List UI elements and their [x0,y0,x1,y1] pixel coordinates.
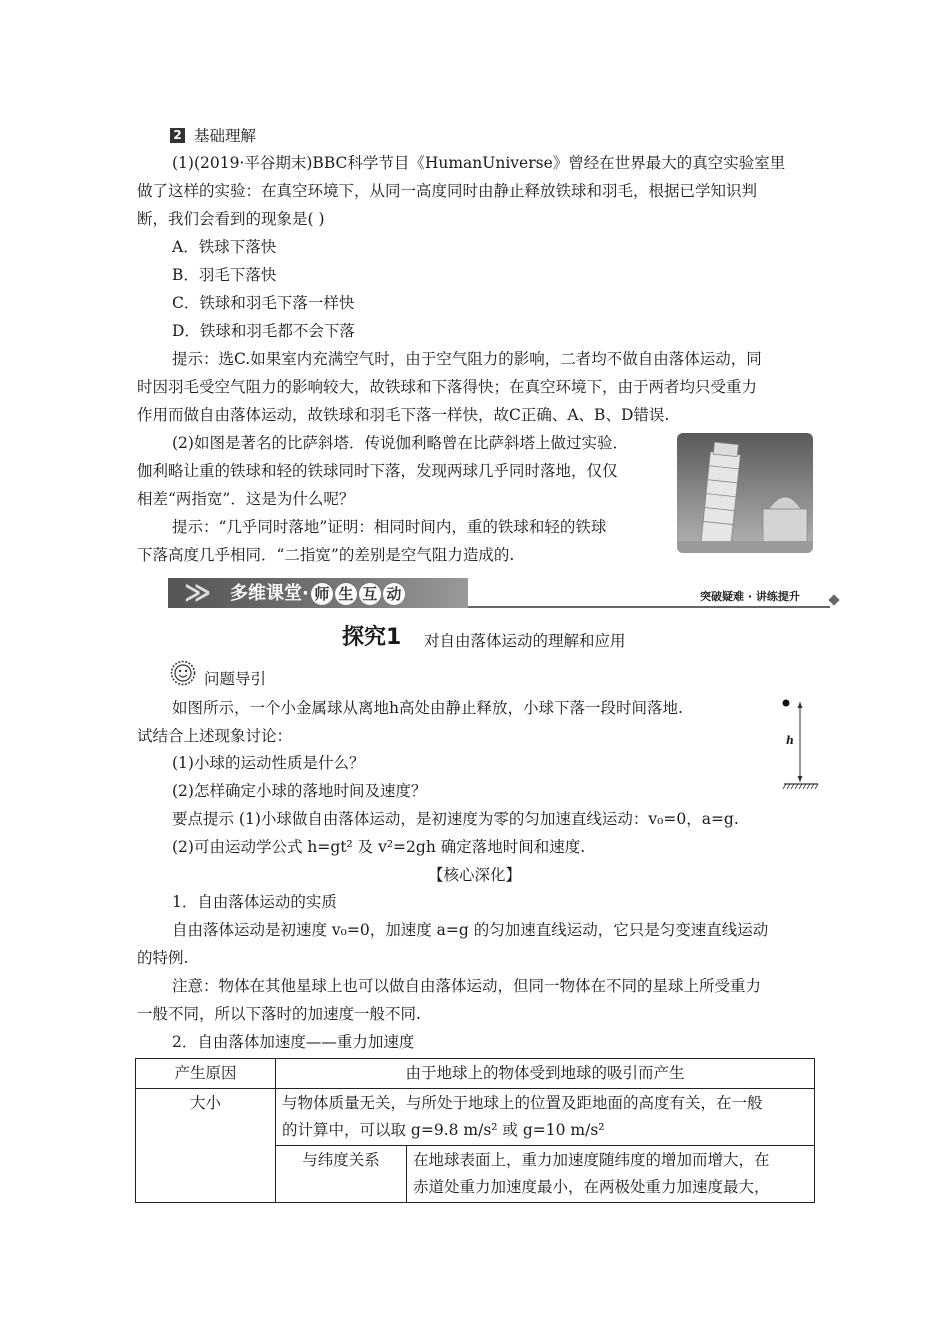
ball-drop-figure [770,698,820,790]
explore-title: 探究1 [342,625,402,650]
banner-circle-char: 互 [359,583,381,605]
table-cell-line: 与物体质量无关，与所处于地球上的位置及距地面的高度有关，在一般 [282,1094,763,1112]
banner-left-text: 多维课堂· [230,583,309,604]
diamond-icon [828,594,839,605]
figure-label-h: h [786,734,794,747]
option-b: B．羽毛下落快 [172,266,277,284]
banner-rule [468,606,830,608]
q1-line-3: 断，我们会看到的现象是( ) [137,210,325,228]
banner-title [230,582,405,606]
note-line-2: 一般不同，所以下落时的加速度一般不同. [137,1005,421,1023]
q1-line-1: (1)(2019·平谷期末)BBC科学节目《HumanUniverse》曾经在世界最大的真空实验室里 [172,154,786,172]
table-cell-label: 产生原因 [136,1059,276,1089]
core-heading: 【核心深化】 [428,866,522,884]
banner-right-text: 突破疑难 · 讲练提升 [700,590,800,603]
section-title: 基础理解 [194,127,257,145]
explore-subtitle: 对自由落体运动的理解和应用 [424,632,626,650]
smiley-sun-icon [170,660,196,686]
intro-line-1: 如图所示，一个小金属球从离地h高处由静止释放，小球下落一段时间落地. [172,699,683,717]
option-a: A．铁球下落快 [172,238,277,256]
banner-circle-char: 师 [311,583,333,605]
item2-title: 2．自由落体加速度——重力加速度 [172,1033,415,1051]
hint1-line-3: 作用而做自由落体运动，故铁球和羽毛下落一样快，故C正确、A、B、D错误. [137,406,670,424]
intro-line-2: 试结合上述现象讨论： [137,727,293,745]
table-cell-value: 由于地球上的物体受到地球的吸引而产生 [276,1059,815,1089]
q1-line-2: 做了这样的实验：在真空环境下，从同一高度同时由静止释放铁球和羽毛，根据已学知识判 [137,182,758,200]
table-row [136,1059,815,1089]
hint1-line-2: 时因羽毛受空气阻力的影响较大，故铁球和下落得快；在真空环境下，由于两者均只受重力 [137,378,758,396]
hint1-line-1: 提示：选C.如果室内充满空气时，由于空气阻力的影响，二者均不做自由落体运动，同 [172,350,762,368]
key-point-2: (2)可由运动学公式 h=gt² 及 v²=2gh 确定落地时间和速度. [172,838,586,856]
table-cell-line: 在地球表面上，重力加速度随纬度的增加而增大，在 [413,1151,770,1169]
table-cell-line: 的计算中，可以取 g=9.8 m/s² 或 g=10 m/s² [282,1121,605,1139]
section-number-icon: 2 [170,128,185,143]
question-1: (1)小球的运动性质是什么？ [172,754,365,772]
item1-title: 1．自由落体运动的实质 [172,893,337,911]
table-cell-sublabel: 与纬度关系 [276,1146,407,1203]
table-cell-label: 大小 [136,1089,276,1203]
hint2-line-1: 提示：“几乎同时落地”证明：相同时间内，重的铁球和轻的铁球 [172,518,607,536]
note-line-1: 注意：物体在其他星球上也可以做自由落体运动，但同一物体在不同的星球上所受重力 [172,977,762,995]
table-cell-value [276,1089,815,1146]
hint2-line-2: 下落高度几乎相同．“二指宽”的差别是空气阻力造成的. [137,546,515,564]
option-c: C．铁球和羽毛下落一样快 [172,294,355,312]
q2-line-1: (2)如图是著名的比萨斜塔．传说伽利略曾在比萨斜塔上做过实验． [172,434,628,452]
table-cell-value [407,1146,815,1203]
gravity-table [135,1058,815,1203]
q2-line-3: 相差“两指宽”．这是为什么呢？ [137,490,355,508]
chevron-right-icon: ≫ [184,578,212,608]
banner-circle-char: 动 [383,583,405,605]
item1-line-1: 自由落体运动是初速度 v₀=0，加速度 a=g 的匀加速直线运动，它只是匀变速直线运动 [172,921,769,939]
guide-title: 问题导引 [204,670,267,688]
key-point-1: 要点提示 (1)小球做自由落体运动，是初速度为零的匀加速直线运动：v₀=0，a=g. [172,810,739,828]
banner-circle-char: 生 [335,583,357,605]
item1-line-2: 的特例. [137,949,189,967]
question-2: (2)怎样确定小球的落地时间及速度？ [172,782,427,800]
q2-line-2: 伽利略让重的铁球和轻的铁球同时下落，发现两球几乎同时落地，仅仅 [137,462,618,480]
leaning-tower-photo [677,433,813,553]
option-d: D．铁球和羽毛都不会下落 [172,322,355,340]
table-cell-line: 赤道处重力加速度最小，在两极处重力加速度最大， [413,1178,770,1196]
table-row [136,1089,815,1146]
